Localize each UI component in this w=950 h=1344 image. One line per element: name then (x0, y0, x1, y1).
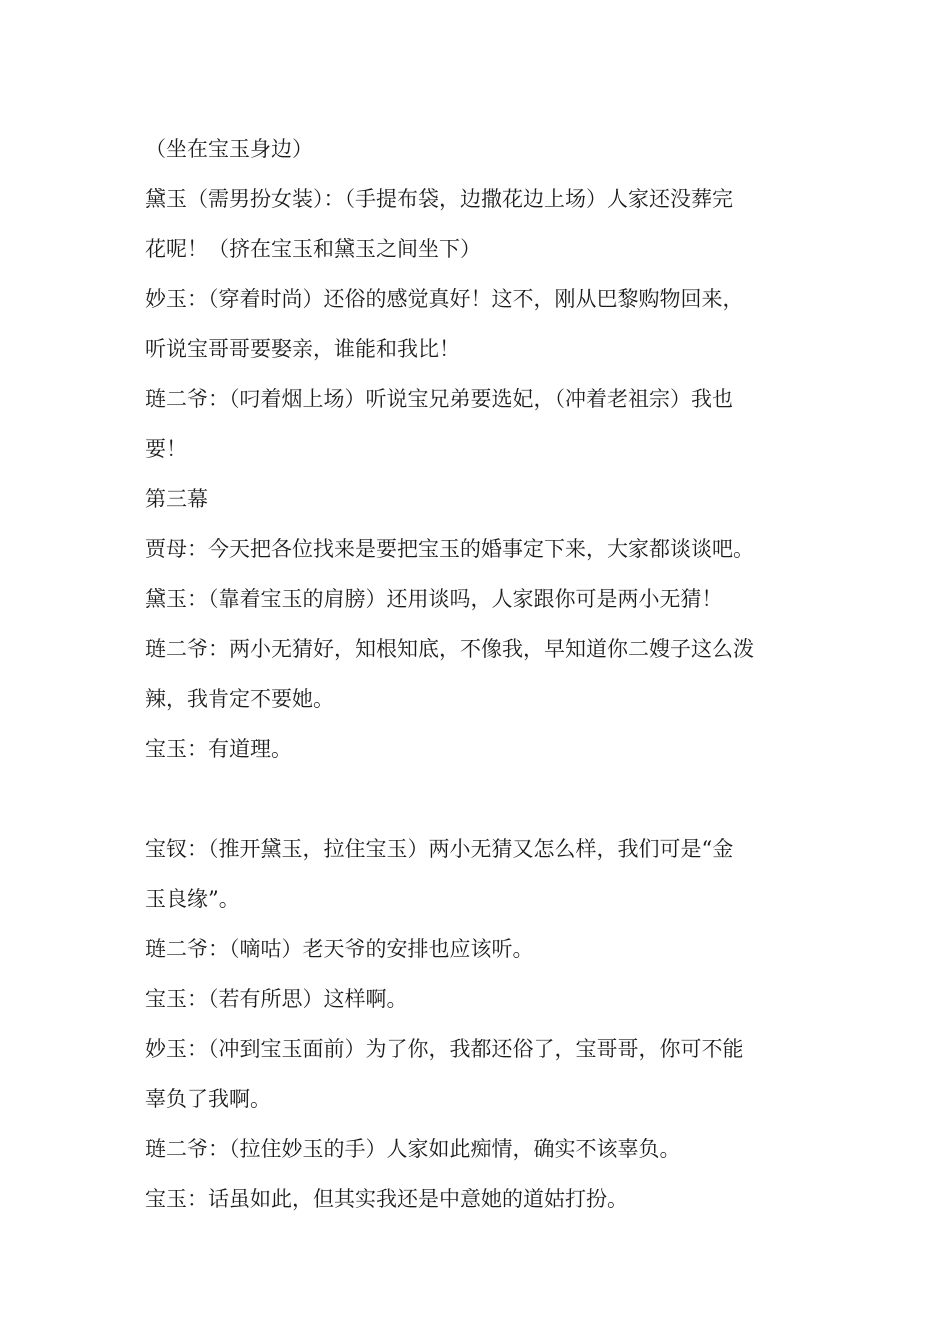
dialogue-line: 贾母：今天把各位找来是要把宝玉的婚事定下来，大家都谈谈吧。 (145, 537, 754, 561)
dialogue-line: 琏二爷：（嘀咕）老天爷的安排也应该听。 (145, 937, 534, 961)
script-text (145, 124, 805, 1224)
dialogue-line: 花呢！（挤在宝玉和黛玉之间坐下） (145, 237, 481, 261)
act-heading: 第三幕 (145, 487, 208, 511)
dialogue-line: 妙玉：（穿着时尚）还俗的感觉真好！这不，刚从巴黎购物回来， (145, 287, 744, 311)
dialogue-line: 宝玉：话虽如此，但其实我还是中意她的道姑打扮。 (145, 1187, 628, 1211)
dialogue-line: 黛玉（需男扮女装）：（手提布袋，边撒花边上场）人家还没葬完 (145, 187, 733, 211)
dialogue-line: 琏二爷：两小无猜好，知根知底，不像我，早知道你二嫂子这么泼 (145, 637, 754, 661)
stage-direction: （坐在宝玉身边） (145, 137, 313, 161)
dialogue-line: 琏二爷：（拉住妙玉的手）人家如此痴情，确实不该辜负。 (145, 1137, 681, 1161)
dialogue-line: 琏二爷：（叼着烟上场）听说宝兄弟要选妃，（冲着老祖宗）我也 (145, 387, 733, 411)
dialogue-line: 辣，我肯定不要她。 (145, 687, 334, 711)
dialogue-line: 宝玉：有道理。 (145, 737, 292, 761)
dialogue-line: 听说宝哥哥要娶亲，谁能和我比！ (145, 337, 460, 361)
dialogue-line: 玉良缘”。 (145, 887, 240, 911)
dialogue-line: 宝玉：（若有所思）这样啊。 (145, 987, 408, 1011)
dialogue-line: 宝钗：（推开黛玉，拉住宝玉）两小无猜又怎么样，我们可是“金 (145, 837, 734, 861)
dialogue-line: 辜负了我啊。 (145, 1087, 271, 1111)
dialogue-line: 黛玉：（靠着宝玉的肩膀）还用谈吗，人家跟你可是两小无猜！ (145, 587, 723, 611)
blank-line (145, 774, 805, 824)
dialogue-line: 妙玉：（冲到宝玉面前）为了你，我都还俗了，宝哥哥，你可不能 (145, 1037, 744, 1061)
dialogue-line: 要！ (145, 437, 187, 461)
